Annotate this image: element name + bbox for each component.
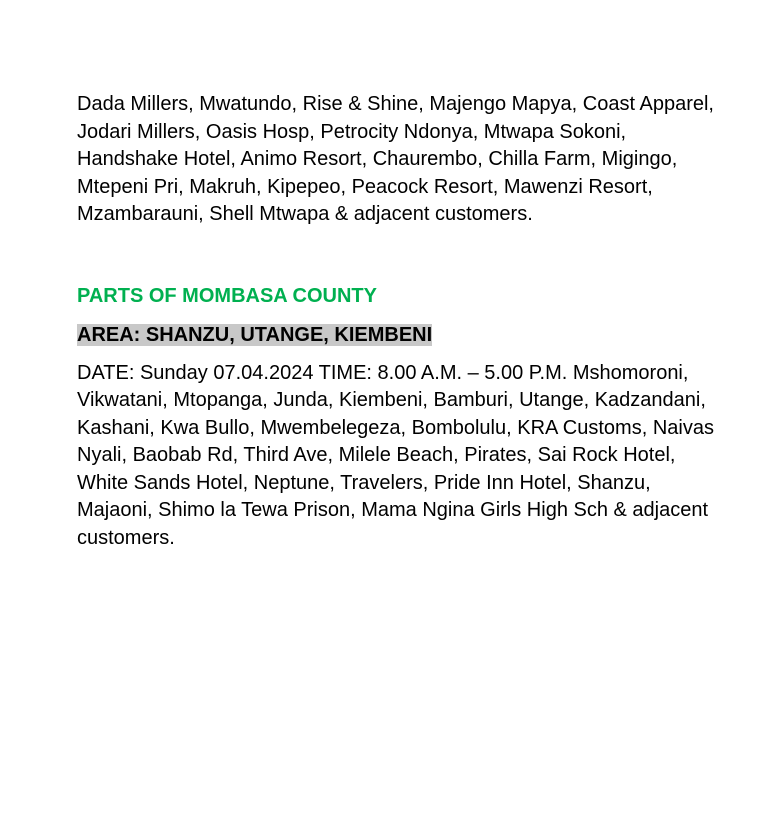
document-page — [77, 91, 717, 552]
section-title: PARTS OF MOMBASA COUNTY — [77, 284, 377, 307]
area-heading-text: AREA: SHANZU, UTANGE, KIEMBENI — [77, 323, 433, 346]
area-heading — [77, 322, 717, 348]
area-details-paragraph: DATE: Sunday 07.04.2024 TIME: 8.00 A.M. – 5.00 P.M. Mshomoroni, Vikwatani, Mtopanga, Junda, Kiembeni, Bamburi, Utange, Kadzandani, Kashani, Kwa Bullo, Mwembelegeza, Bombolulu, KRA Customs, Naivas Nyali, Baobab Rd, Third Ave, Milele Beach, Pirates, Sai Rock Hotel, White Sands Hotel, Neptune, Travelers, Pride Inn Hotel, Shanzu, Majaoni, Shimo la Tewa Prison, Mama Ngina Girls High Sch & adjacent customers. — [77, 361, 714, 549]
intro-paragraph: Dada Millers, Mwatundo, Rise & Shine, Majengo Mapya, Coast Apparel, Jodari Millers, Oasis Hosp, Petrocity Ndonya, Mtwapa Sokoni, Handshake Hotel, Animo Resort, Chaurembo, Chilla Farm, Migingo, Mtepeni Pri, Makruh, Kipepeo, Peacock Resort, Mawenzi Resort, Mzambarauni, Shell Mtwapa & adjacent customers. — [77, 93, 714, 225]
